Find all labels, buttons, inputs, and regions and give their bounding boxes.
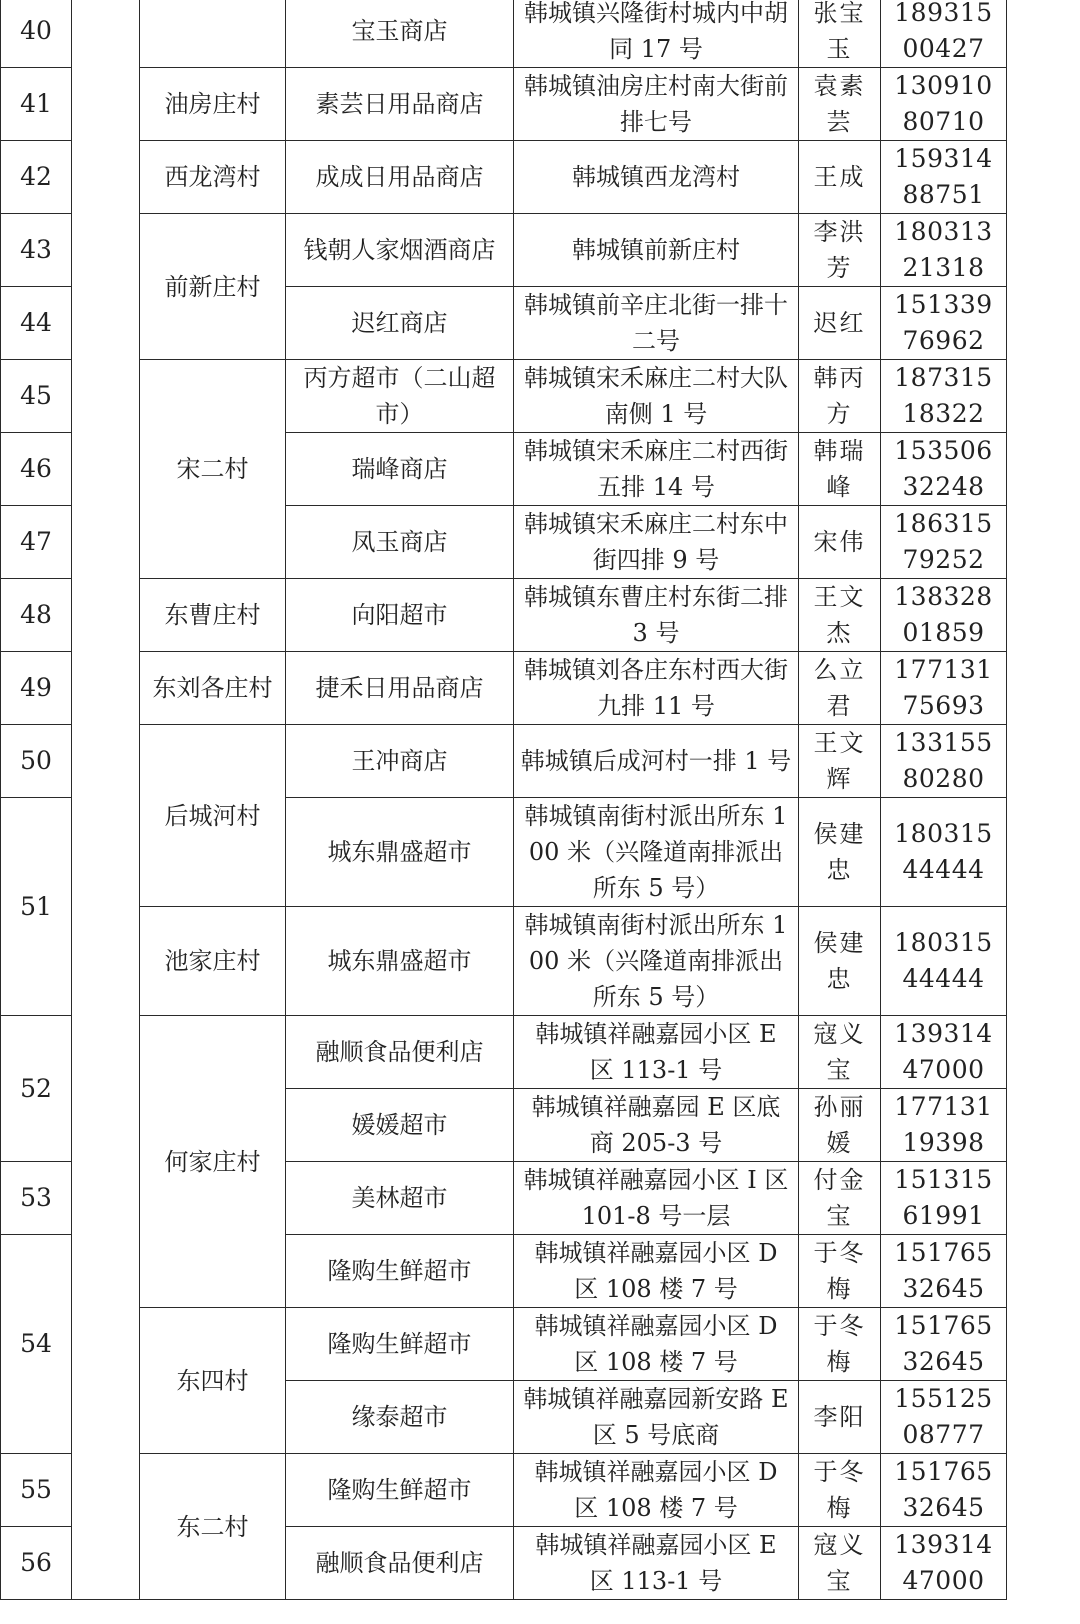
table-row — [1, 0, 1007, 68]
contact-person-cell: 寇义宝 — [799, 1016, 881, 1089]
table-row — [1, 214, 1007, 287]
row-number: 53 — [1, 1162, 72, 1235]
contact-person-cell: 迟红 — [799, 287, 881, 360]
row-number: 49 — [1, 652, 72, 725]
phone-cell: 13315580280 — [881, 725, 1007, 798]
shop-name-cell: 美林超市 — [286, 1162, 514, 1235]
phone-cell: 15176532645 — [881, 1308, 1007, 1381]
shop-name-cell: 成成日用品商店 — [286, 141, 514, 214]
shop-name-cell: 素芸日用品商店 — [286, 68, 514, 141]
row-number: 44 — [1, 287, 72, 360]
table-row — [1, 1308, 1007, 1381]
contact-person-cell: 于冬梅 — [799, 1235, 881, 1308]
address-cell: 韩城镇祥融嘉园小区 D 区 108 楼 7 号 — [514, 1308, 799, 1381]
phone-cell: 13931447000 — [881, 1527, 1007, 1600]
address-cell: 韩城镇祥融嘉园小区 E 区 113-1 号 — [514, 1016, 799, 1089]
address-cell: 韩城镇前新庄村 — [514, 214, 799, 287]
shop-name-cell: 融顺食品便利店 — [286, 1527, 514, 1600]
address-cell: 韩城镇油房庄村南大街前排七号 — [514, 68, 799, 141]
row-number: 55 — [1, 1454, 72, 1527]
phone-cell: 13091080710 — [881, 68, 1007, 141]
shop-name-cell: 城东鼎盛超市 — [286, 907, 514, 1016]
row-number: 56 — [1, 1527, 72, 1600]
town-column — [72, 0, 140, 1600]
contact-person-cell: 李洪芳 — [799, 214, 881, 287]
village-cell: 西龙湾村 — [140, 141, 286, 214]
shop-name-cell: 隆购生鲜超市 — [286, 1308, 514, 1381]
phone-cell: 18931500427 — [881, 0, 1007, 68]
shop-name-cell: 城东鼎盛超市 — [286, 798, 514, 907]
table-row — [1, 725, 1007, 798]
contact-person-cell: 付金宝 — [799, 1162, 881, 1235]
address-cell: 韩城镇祥融嘉园小区 E 区 113-1 号 — [514, 1527, 799, 1600]
village-cell — [140, 0, 286, 68]
village-cell: 东刘各庄村 — [140, 652, 286, 725]
address-cell: 韩城镇祥融嘉园小区 I 区 101-8 号一层 — [514, 1162, 799, 1235]
phone-cell: 13832801859 — [881, 579, 1007, 652]
contact-person-cell: 于冬梅 — [799, 1308, 881, 1381]
shop-name-cell: 媛媛超市 — [286, 1089, 514, 1162]
row-number: 54 — [1, 1235, 72, 1454]
contact-person-cell: 于冬梅 — [799, 1454, 881, 1527]
shop-name-cell: 融顺食品便利店 — [286, 1016, 514, 1089]
table-row — [1, 907, 1007, 1016]
row-number: 40 — [1, 0, 72, 68]
contact-person-cell: 王文辉 — [799, 725, 881, 798]
address-cell: 韩城镇南街村派出所东 100 米（兴隆道南排派出所东 5 号） — [514, 907, 799, 1016]
village-cell: 东四村 — [140, 1308, 286, 1454]
row-number: 43 — [1, 214, 72, 287]
contact-person-cell: 袁素芸 — [799, 68, 881, 141]
row-number: 42 — [1, 141, 72, 214]
address-cell: 韩城镇宋禾麻庄二村大队南侧 1 号 — [514, 360, 799, 433]
village-cell: 东二村 — [140, 1454, 286, 1600]
address-cell: 韩城镇宋禾麻庄二村西街五排 14 号 — [514, 433, 799, 506]
table-row — [1, 141, 1007, 214]
contact-person-cell: 宋伟 — [799, 506, 881, 579]
village-cell: 何家庄村 — [140, 1016, 286, 1308]
address-cell: 韩城镇前辛庄北街一排十二号 — [514, 287, 799, 360]
shop-name-cell: 宝玉商店 — [286, 0, 514, 68]
address-cell: 韩城镇祥融嘉园新安路 E 区 5 号底商 — [514, 1381, 799, 1454]
row-number: 51 — [1, 798, 72, 1016]
shop-name-cell: 王冲商店 — [286, 725, 514, 798]
phone-cell: 15133976962 — [881, 287, 1007, 360]
phone-cell: 15350632248 — [881, 433, 1007, 506]
address-cell: 韩城镇后成河村一排 1 号 — [514, 725, 799, 798]
row-number: 45 — [1, 360, 72, 433]
shop-name-cell: 隆购生鲜超市 — [286, 1235, 514, 1308]
address-cell: 韩城镇宋禾麻庄二村东中街四排 9 号 — [514, 506, 799, 579]
shop-name-cell: 丙方超市（二山超市） — [286, 360, 514, 433]
village-cell: 前新庄村 — [140, 214, 286, 360]
row-number: 46 — [1, 433, 72, 506]
shop-name-cell: 迟红商店 — [286, 287, 514, 360]
village-cell: 后城河村 — [140, 725, 286, 907]
address-cell: 韩城镇祥融嘉园 E 区底商 205-3 号 — [514, 1089, 799, 1162]
address-cell: 韩城镇兴隆街村城内中胡同 17 号 — [514, 0, 799, 68]
table-row — [1, 68, 1007, 141]
row-number: 50 — [1, 725, 72, 798]
contact-person-cell: 寇义宝 — [799, 1527, 881, 1600]
phone-cell: 15176532645 — [881, 1235, 1007, 1308]
contact-person-cell: 侯建忠 — [799, 907, 881, 1016]
village-cell: 东曹庄村 — [140, 579, 286, 652]
phone-cell: 13931447000 — [881, 1016, 1007, 1089]
table-row — [1, 579, 1007, 652]
shop-name-cell: 向阳超市 — [286, 579, 514, 652]
contact-person-cell: 李阳 — [799, 1381, 881, 1454]
contact-person-cell: 韩丙方 — [799, 360, 881, 433]
shop-name-cell: 捷禾日用品商店 — [286, 652, 514, 725]
contact-person-cell: 王成 — [799, 141, 881, 214]
shop-name-cell: 钱朝人家烟酒商店 — [286, 214, 514, 287]
table-row — [1, 1454, 1007, 1527]
village-cell: 池家庄村 — [140, 907, 286, 1016]
phone-cell: 18031544444 — [881, 798, 1007, 907]
table-row — [1, 1016, 1007, 1089]
phone-cell: 18031321318 — [881, 214, 1007, 287]
phone-cell: 18631579252 — [881, 506, 1007, 579]
row-number: 41 — [1, 68, 72, 141]
village-cell: 宋二村 — [140, 360, 286, 579]
phone-cell: 17713119398 — [881, 1089, 1007, 1162]
shop-name-cell: 缘泰超市 — [286, 1381, 514, 1454]
phone-cell: 15131561991 — [881, 1162, 1007, 1235]
shop-name-cell: 隆购生鲜超市 — [286, 1454, 514, 1527]
contact-person-cell: 侯建忠 — [799, 798, 881, 907]
shop-name-cell: 凤玉商店 — [286, 506, 514, 579]
address-cell: 韩城镇东曹庄村东街二排 3 号 — [514, 579, 799, 652]
contact-person-cell: 孙丽媛 — [799, 1089, 881, 1162]
address-cell: 韩城镇南街村派出所东 100 米（兴隆道南排派出所东 5 号） — [514, 798, 799, 907]
contact-person-cell: 张宝玉 — [799, 0, 881, 68]
phone-cell: 18031544444 — [881, 907, 1007, 1016]
row-number: 47 — [1, 506, 72, 579]
contact-person-cell: 韩瑞峰 — [799, 433, 881, 506]
row-number: 48 — [1, 579, 72, 652]
phone-cell: 17713175693 — [881, 652, 1007, 725]
phone-cell: 15512508777 — [881, 1381, 1007, 1454]
village-cell: 油房庄村 — [140, 68, 286, 141]
address-cell: 韩城镇刘各庄东村西大街九排 11 号 — [514, 652, 799, 725]
shop-name-cell: 瑞峰商店 — [286, 433, 514, 506]
contact-person-cell: 么立君 — [799, 652, 881, 725]
address-cell: 韩城镇西龙湾村 — [514, 141, 799, 214]
table-row — [1, 360, 1007, 433]
address-cell: 韩城镇祥融嘉园小区 D 区 108 楼 7 号 — [514, 1454, 799, 1527]
row-number: 52 — [1, 1016, 72, 1162]
phone-cell: 15931488751 — [881, 141, 1007, 214]
address-cell: 韩城镇祥融嘉园小区 D 区 108 楼 7 号 — [514, 1235, 799, 1308]
phone-cell: 15176532645 — [881, 1454, 1007, 1527]
table-row — [1, 652, 1007, 725]
phone-cell: 18731518322 — [881, 360, 1007, 433]
contact-person-cell: 王文杰 — [799, 579, 881, 652]
